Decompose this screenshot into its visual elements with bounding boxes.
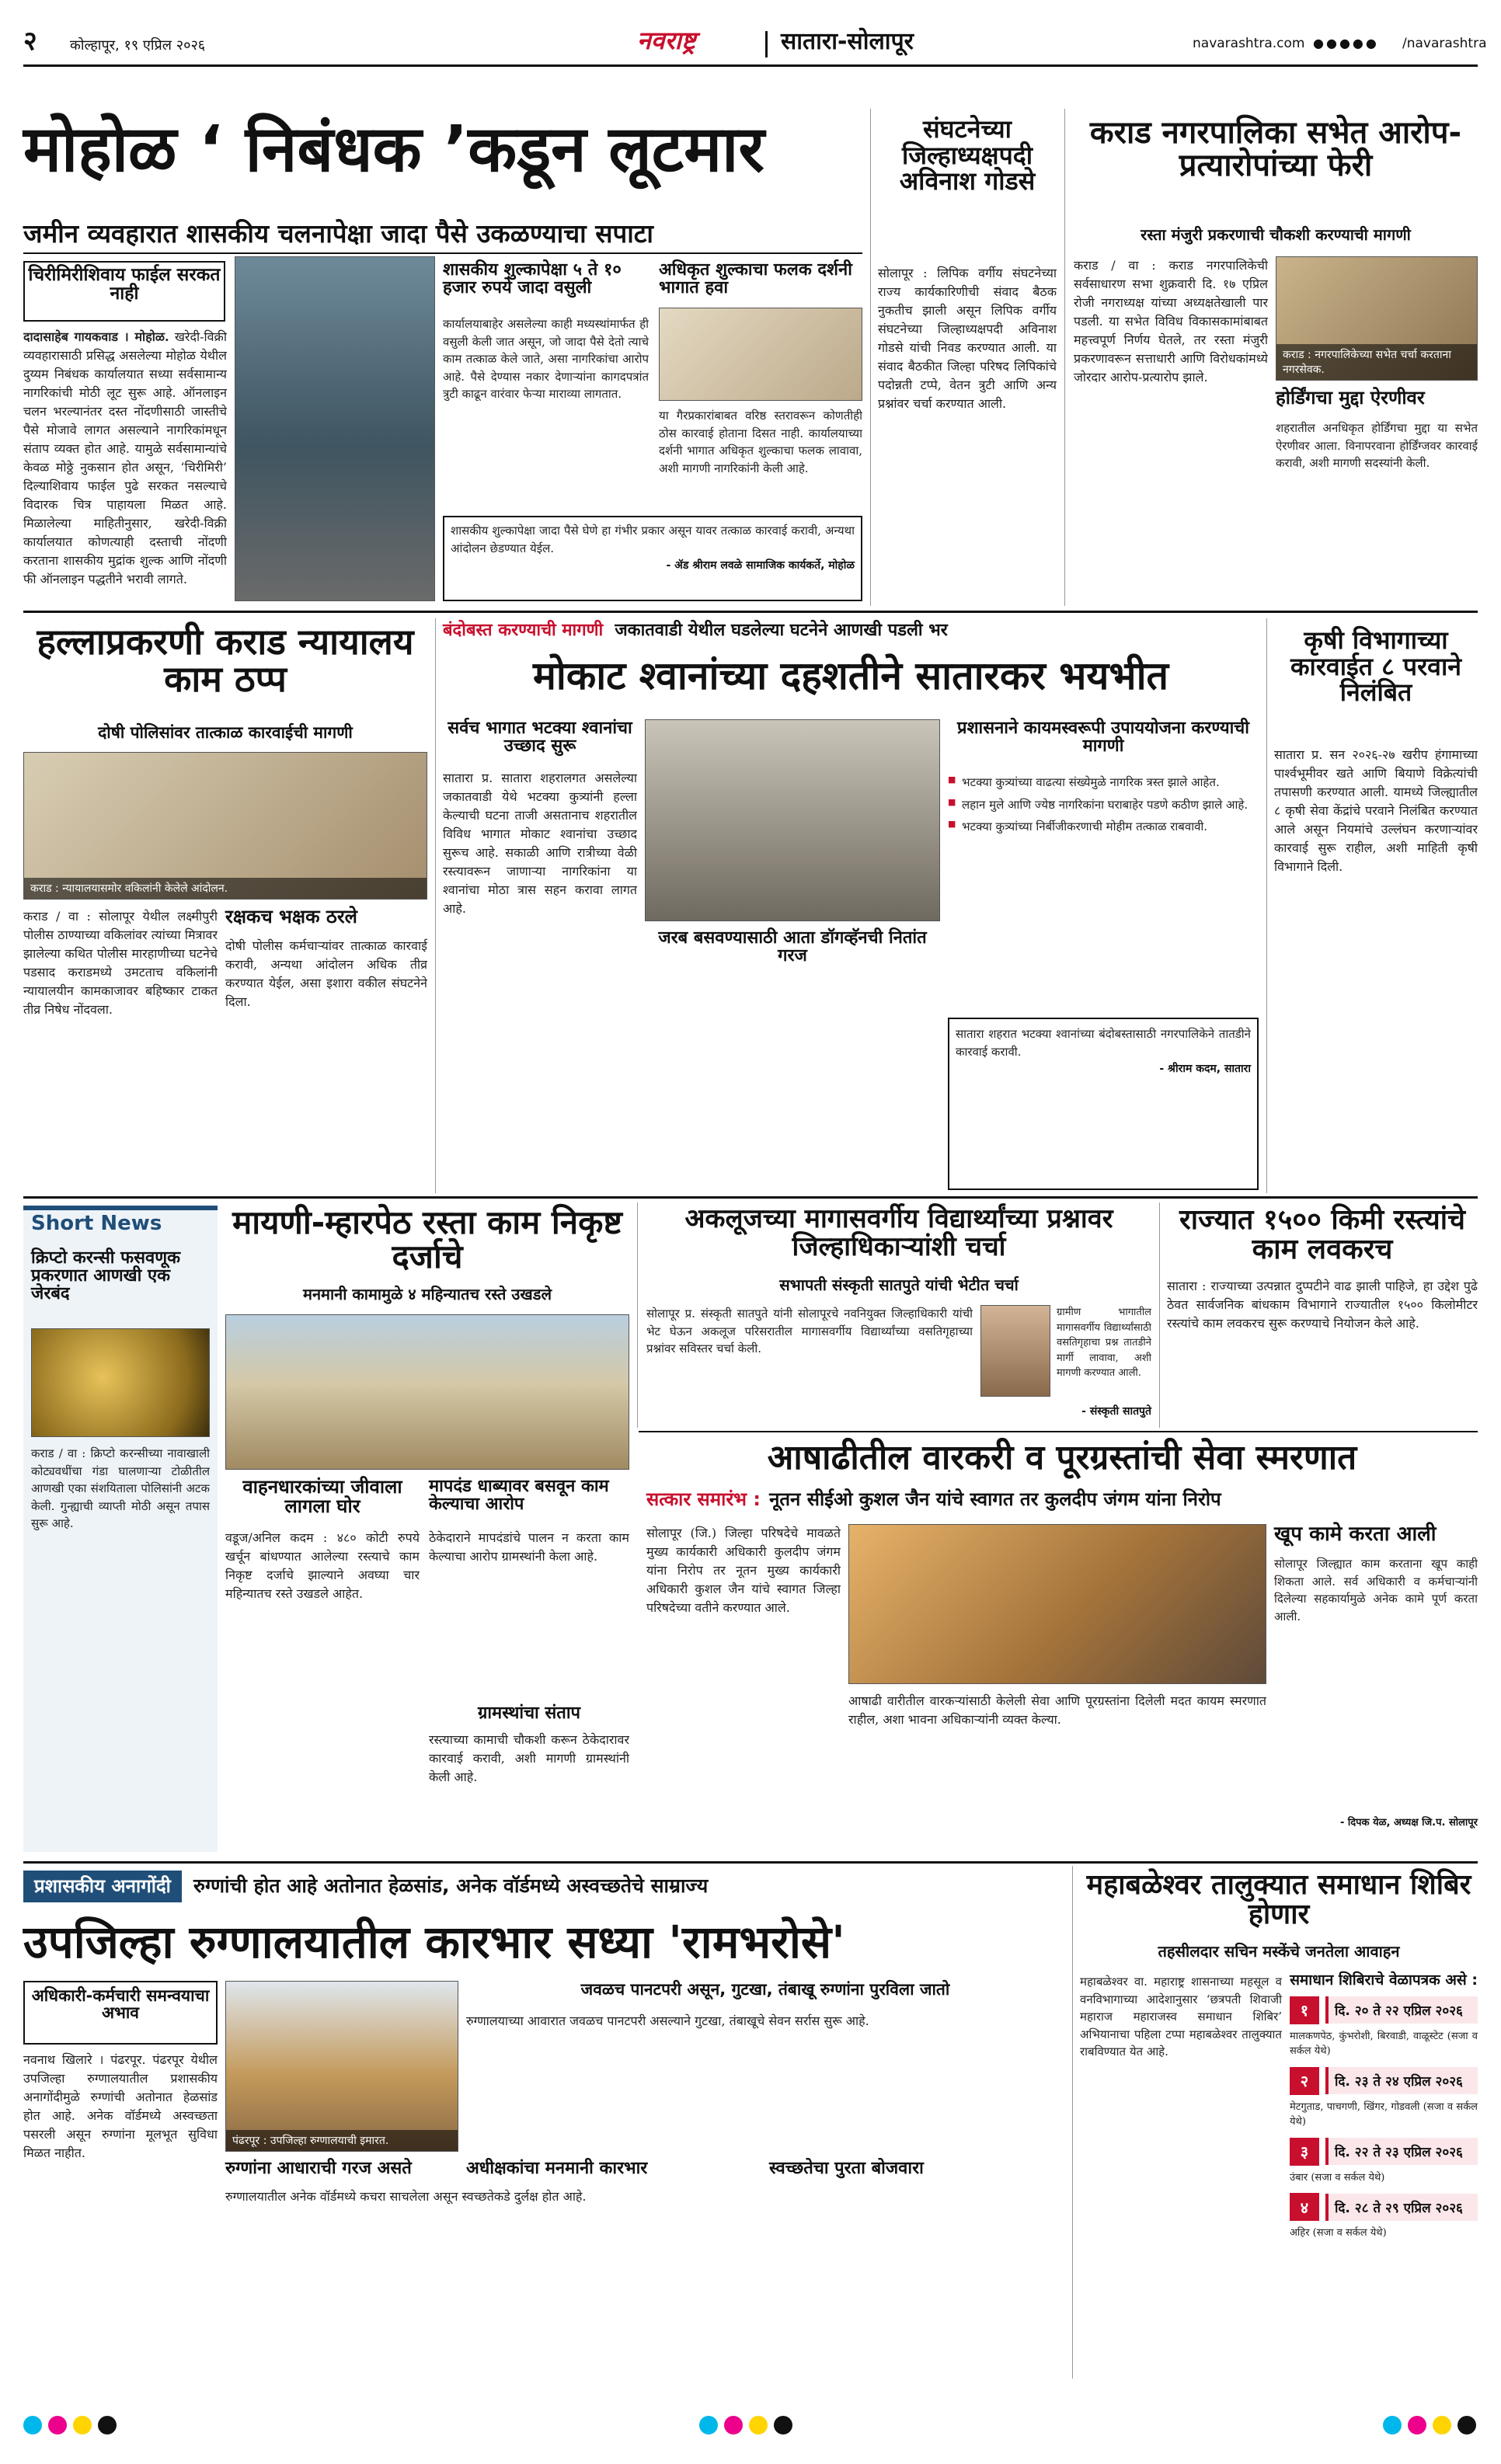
story7-left-head: वाहनधारकांच्या जीवाला लागला घोर [242,1476,402,1518]
story3-body-2: शहरातील अनधिकृत होर्डिंगचा मुद्दा या सभेत ऐरणीवर आला. विनापरवाना होर्डिंग्जवर कारवाई करावी, अशी मागणी सदस्यांनी केली. [1276,421,1478,470]
story11-mid-head: जवळच पानटपरी असून, गुटखा, तंबाखू रुग्णांना पुरविला जातो [580,1980,950,1999]
story10-body: सोलापूर (जि.) जिल्हा परिषदेचे मावळते मुख्य कार्यकारी अधिकारी कुलदीप जंगम यांना निरोप तर नूतन मुख्य कार्यकारी अधिकारी कुशल जैन यांचे स्वागत जिल्हा परिषदेच्या वतीने करण्यात आले. [646,1526,841,1615]
story11-kicker: रुग्णांची होत आहे अतोनात हेळसांड, अनेक वॉर्डमध्ये अस्वच्छतेचे साम्राज्य [193,1874,709,1897]
instagram-icon[interactable]: ● [1339,36,1353,50]
story7-headline: मायणी-म्हारपेठ रस्ता काम निकृष्ट दर्जाचे [232,1203,622,1276]
story1-side-body-2: या गैरप्रकारांबाबत वरिष्ठ स्तरावरून कोणतीही ठोस कारवाई होताना दिसत नाही. कार्यालयाच्या दर्शनी भागात अधिकृत शुल्काचा फलक लावावा, अशी मागणी नागरिकांनी केली आहे. [659,409,862,475]
story7-right-head-2: ग्रामस्थांचा संताप [477,1704,581,1723]
schedule-title: समाधान शिबिराचे वेळापत्रक असे : [1290,1972,1478,1989]
brand-logo: नवराष्ट्र [637,26,696,55]
story7-right-head: मापदंड धाब्यावर बसवून काम केल्याचा आरोप [429,1477,609,1515]
story1-quote-by: - ॲड श्रीराम लवळे सामाजिक कार्यकर्ते, मोहोळ [666,559,855,572]
story4-side-body: दोषी पोलीस कर्मचाऱ्यांवर तात्काळ कारवाई करावी, अन्यथा आंदोलन अधिक तीव्र करण्यात येईल, असा इशारा वकील संघटनेने दिला. [225,938,427,1009]
story9-body: सातारा : राज्याच्या उत्पन्नात दुप्पटीने वाढ झाली पाहिजे, हा उद्देश पुढे ठेवत सार्वजनिक बांधकाम विभागाने राज्यातील १५०० किलोमीटर रस्त्यांचे काम लवकरच सुरू करण्याचे नियोजन केले आहे. [1167,1279,1478,1331]
social-icons[interactable] [1313,36,1379,50]
column-divider [1159,1202,1160,1428]
page-number: २ [23,26,37,57]
story7-right-body-2: रस्त्याच्या कामाची चौकशी करून ठेकेदारावर कारवाई करावी, अशी मागणी ग्रामस्थांनी केली आहे. [429,1732,629,1784]
story11-body: नवनाथ खिलारे । पंढरपूर. पंढरपूर येथील उपजिल्हा रुग्णालयातील प्रशासकीय अनागोंदीमुळे रुग्णांची अतोनात हेळसांड होत आहे. अनेक वॉर्डमध्ये अस्वच्छता पसरली असून रुग्णांना मूलभूत सुविधा मिळत नाहीत. [23,2052,218,2160]
story3-subhead: रस्ता मंजुरी प्रकरणाची चौकशी करण्याची मागणी [1141,225,1411,244]
story11-sub-body: रुग्णालयातील अनेक वॉर्डमध्ये कचरा साचलेला असून स्वच्छतेकडे दुर्लक्ष होत आहे. [225,2189,587,2204]
column-divider [1266,618,1267,1193]
story12-body: महाबळेश्वर वा. महाराष्ट्र शासनाच्या महसूल व वनविभागाच्या आदेशानुसार ‘छत्रपती शिवाजी महाराज महाराजस्व समाधान शिबिर’ अभियानाचा पहिला टप्पा महाबळेश्वर तालुक्यात राबविण्यात येत आहे. [1080,1975,1282,2059]
story11-photo-hospital [225,1981,458,2152]
story6-body: सातारा प्र. सन २०२६-२७ खरीप हंगामाच्या पार्श्वभूमीवर खते आणि बियाणे विक्रेत्यांची तपासणी करण्यात आली. यामध्ये जिल्ह्यातील ८ कृषी सेवा केंद्रांचे परवाने निलंबित करण्यात आले असून नियमांचे उल्लंघन करणाऱ्यांवर कारवाई सुरू राहील, अशी माहिती कृषी विभागाने दिली. [1274,747,1478,874]
column-divider [1064,109,1065,606]
story1-quote-box [443,516,862,601]
column-divider [1072,1866,1073,2379]
story9-headline: राज्यात १५०० किमी रस्त्यांचे काम लवकरच [1179,1204,1465,1265]
story7-body: वडूज/अनिल कदम : ४८० कोटी रुपये खर्चून बांधण्यात आलेल्या रस्त्याचे काम निकृष्ट दर्जाचे झाल्याने अवघ्या चार महिन्यातच रस्ते उखडले आहेत. [225,1530,420,1601]
story11-photo-caption: पंढरपूर : उपजिल्हा रुग्णालयाची इमारत. [226,2130,458,2151]
masthead [23,25,1487,67]
story7-subhead: मनमानी कामामुळे ४ महिन्यातच रस्ते उखडले [302,1285,552,1303]
story11-sub-1: रुग्णांना आधाराची गरज असते [225,2159,412,2178]
story10-side-by: - दिपक येळ, अध्यक्ष जि.प. सोलापूर [1339,1817,1478,1829]
story4-subhead: दोषी पोलिसांवर तात्काळ कारवाईची मागणी [98,723,353,742]
story1-side-head-2: अधिकृत शुल्काचा फलक दर्शनी भागात हवा [659,260,852,298]
story8-photo-person [980,1305,1050,1397]
story5-right-head: प्रशासनाने कायमस्वरूपी उपाययोजना करण्याची मागणी [957,719,1249,757]
list-item: ■ लहान मुले आणि ज्येष्ठ नागरिकांना घराबाहेर पडणे कठीण झाले आहे. [948,796,1259,814]
story3-body: कराड / वा : कराड नगरपालिकेची सर्वसाधारण सभा शुक्रवारी दि. १७ एप्रिल रोजी नगराध्यक्ष यांच्या अध्यक्षतेखाली पार पडली. या सभेत विविध विकासकामांबाबत महत्त्वपूर्ण निर्णय घेतले, तर रस्ता मंजुरी प्रकरणावरून सत्ताधारी आणि विरोधकांमध्ये जोरदार आरोप-प्रत्यारोप झाले. [1074,258,1268,385]
column-divider [435,618,436,1193]
column-divider [870,109,871,606]
short-news-headline: क्रिप्टो करन्सी फसवणूक प्रकरणात आणखी एक जेरबंद [31,1248,181,1304]
story5-kicker: जकातवाडी येथील घडलेल्या घटनेने आणखी पडली भर [615,621,948,640]
website[interactable]: navarashtra.com [1193,36,1305,51]
story4-photo-lawyers [23,752,427,900]
story11-left-box [23,1981,218,2045]
story1-headline: मोहोळ ‘ निबंधक ’कडून लूटमार [23,113,764,186]
story1-subhead: जमीन व्यवहारात शासकीय चलनापेक्षा जादा पैसे उकळण्याचा सपाटा [23,221,862,254]
story5-quote: सातारा शहरात भटक्या श्वानांच्या बंदोबस्तासाठी नगरपालिकेने तातडीने कारवाई करावी. [956,1027,1251,1059]
social-handle[interactable]: /navarashtra [1402,36,1487,51]
story10-side-head: खूप कामे करता आली [1274,1523,1437,1546]
story1-photo-office [235,256,435,601]
story4-photo-caption: कराड : न्यायालयासमोर वकिलांनी केलेले आंदोलन. [24,878,427,899]
facebook-icon[interactable]: ● [1313,36,1326,50]
column-divider [637,1202,638,1428]
story3-photo-meeting [1276,256,1478,381]
story11-mid-body: रुग्णालयाच्या आवारात जवळच पानटपरी असल्याने गुटखा, तंबाखूचे सेवन सर्रास सुरू आहे. [466,2013,869,2028]
schedule-item: ४ दि. २८ ते २९ एप्रिल २०२६ अहिर (सजा व सर्कल येथे) [1290,2193,1478,2241]
story5-kicker-bar [443,621,1259,651]
masthead-divider [765,31,768,57]
schedule-item: २ दि. २३ ते २४ एप्रिल २०२६ मेटगुताड, पाचगणी, खिंगर, गोडवली (सजा व सर्कल येथे) [1290,2067,1478,2130]
schedule-item: ३ दि. २२ ते २३ एप्रिल २०२६ उंबार (सजा व सर्कल येथे) [1290,2138,1478,2186]
story1-side-head-1: शासकीय शुल्कापेक्षा ५ ते १० हजार रुपये जादा वसुली [443,260,622,298]
short-news-body: कराड / वा : क्रिप्टो करन्सीच्या नावाखाली कोट्यवधींचा गंडा घालणाऱ्या टोळीतील आणखी एका संशयिताला पोलिसांनी अटक केली. गुन्ह्याची व्याप्ती मोठी असून तपास सुरू आहे. [31,1446,210,1530]
story5-side-head: सर्वच भागात भटक्या श्वानांचा उच्छाद सुरू [448,719,632,757]
story10-kicker: नूतन सीईओ कुशल जैन यांचे स्वागत तर कुलदीप जंगम यांना निरोप [769,1488,1221,1510]
story8-headline: अकलूजच्या मागासवर्गीय विद्यार्थ्यांच्या प्रश्नावर जिल्हाधिकाऱ्यांशी चर्चा [684,1203,1113,1262]
story11-tag-bar [23,1871,1064,1909]
story5-tag: बंदोबस्त करण्याची मागणी [443,621,604,640]
section-divider [23,1196,1478,1199]
story4-body: कराड / वा : सोलापूर येथील लक्ष्मीपुरी पोलीस ठाण्याच्या वकिलांवर त्यांच्या मित्रावर झालेल्या कथित पोलीस मारहाणीच्या घटनेचे पडसाद कराडमध्ये उमटताच वकिलांनी न्यायालयीन कामकाजावर बहिष्कार टाकत तीव्र निषेध नोंदवला. [23,909,218,1017]
x-icon[interactable]: ● [1325,36,1339,50]
section-divider [23,1861,1478,1864]
story1-byline: दादासाहेब गायकवाड । मोहोळ. [23,329,169,344]
story5-bullets [948,774,1259,1007]
story2-headline: संघटनेच्या जिल्हाध्यक्षपदी अविनाश गोडसे [899,114,1036,197]
short-news-photo-coins [31,1328,210,1437]
list-item: ■ भटक्या कुत्र्यांच्या निर्बीजीकरणाची मोहीम तत्काळ राबवावी. [948,818,1259,836]
story8-side: ग्रामीण भागातील मागासवर्गीय विद्यार्थ्यांसाठी वसतिगृहाचा प्रश्न तातडीने मार्गी लावावा, अशी मागणी करण्यात आली. [1057,1307,1151,1379]
story7-photo-road [225,1314,629,1470]
story1-quote: शासकीय शुल्कापेक्षा जादा पैसे घेणे हा गंभीर प्रकार असून यावर तत्काळ कारवाई करावी, अन्यथा आंदोलन छेडण्यात येईल. [451,524,855,555]
story1-body: दादासाहेब गायकवाड । मोहोळ. खरेदी-विक्री व्यवहारासाठी प्रसिद्ध असलेल्या मोहोळ येथील दुय्यम निबंधक कार्यालयात सध्या सर्वसामान्य नागरिकांची मोठी लूट सुरू आहे. ऑनलाइन चलन भरल्यानंतर दस्त नोंदणीसाठी जास्तीचे पैसे मोजावे लागत असल्याने नागरिकांमधून संताप व्यक्त होत आहे. यामुळे सर्वसामान्यांचे केवळ मोठ्ठे नुकसान होत असून, ‘चिरीमिरी’ दिल्याशिवाय फाईल पुढे सरकत नसल्याचे विदारक चित्र पाहायला मिळत आहे. मिळालेल्या माहितीनुसार, खरेदी-विक्री कार्यालयात कोणत्याही दस्ताची नोंदणी करताना शासकीय मुद्रांक शुल्क आणि नोंदणी फी ऑनलाइन पद्धतीने भरावी लागते. [23,329,227,586]
story5-photo-dogs [645,719,940,921]
short-news-label: Short News [31,1212,162,1235]
story11-sub-2: अधीक्षकांचा मनमानी कारभार [466,2159,648,2178]
story5-photo-head: जरब बसवण्यासाठी आता डॉगव्हॅनची नितांत गरज [658,928,927,966]
story5-headline: मोकाट श्वानांच्या दहशतीने सातारकर भयभीत [532,653,1169,698]
story6-headline: कृषी विभागाच्या कारवाईत ८ परवाने निलंबित [1290,625,1461,708]
story10-body-2: आषाढी वारीतील वारकऱ्यांसाठी केलेली सेवा आणि पूरग्रस्तांना दिलेली मदत कायम स्मरणात राहील, अशा भावना अधिकाऱ्यांनी व्यक्त केल्या. [848,1693,1266,1727]
story5-quote-box [948,1018,1259,1190]
schedule-box [1290,1973,1478,2371]
story8-body: सोलापूर प्र. संस्कृती सातपुते यांनी सोलापूरचे नवनियुक्त जिल्हाधिकारी यांची भेट घेऊन अकलूज परिसरातील मागासवर्गीय विद्यार्थ्यांच्या वसतिगृहाच्या प्रश्नांवर सविस्तर चर्चा केली. [646,1307,973,1356]
story10-tag: सत्कार समारंभ : [646,1488,761,1510]
story1-side-body-1: कार्यालयाबाहेर असलेल्या काही मध्यस्थांमार्फत ही वसुली केली जात असून, जो जादा पैसे देतो त्याचे काम तत्काळ केले जाते, असा नागरिकांचा आरोप आहे. पैसे देण्यास नकार देणाऱ्यांना कागदपत्रांत त्रुटी काढून वारंवार फेऱ्या माराव्या लागतात. [443,317,649,401]
story11-headline: उपजिल्हा रुग्णालयातील कारभार सध्या 'रामभरोसे' [23,1916,845,1968]
story8-subhead: सभापती संस्कृती सातपुते यांची भेटीत चर्चा [779,1276,1019,1294]
story10-kicker-bar [646,1490,1478,1509]
story11-tag: प्रशासकीय अनागोंदी [23,1871,182,1902]
schedule-item: १ दि. २० ते २२ एप्रिल २०२६ मालकणपेठ, कुंभरोशी, बिरवाडी, वाळूस्टेट (सजा व सर्कल येथे) [1290,1996,1478,2059]
story3-headline: कराड नगरपालिका सभेत आरोप-प्रत्यारोपांच्या फेरी [1089,115,1462,183]
story1-kicker: चिरीमिरीशिवाय फाईल सरकत नाही [23,261,225,322]
masthead-date: कोल्हापूर, १९ एप्रिल २०२६ [70,37,206,54]
section-title: सातारा-सोलापूर [781,28,914,55]
story10-photo-ceremony [848,1524,1266,1684]
story12-subhead: तहसीलदार सचिन मस्केंचे जनतेला आवाहन [1158,1942,1400,1961]
story7-right-body: ठेकेदाराने मापदंडांचे पालन न करता काम केल्याचा आरोप ग्रामस्थांनी केला आहे. [429,1530,629,1564]
section-divider [639,1431,1478,1432]
story10-headline: आषाढीतील वारकरी व पूरग्रस्तांची सेवा स्मरणात [767,1438,1357,1477]
story12-headline: महाबळेश्वर तालुक्यात समाधान शिबिर होणार [1086,1869,1471,1930]
story5-body: सातारा प्र. सातारा शहरालगत असलेल्या जकातवाडी येथे भटक्या कुत्र्यांनी हल्ला केल्याची घटना ताजी असतानाच शहरातील विविध भागात मोकाट श्वानांचा उच्छाद सुरूच आहे. सकाळी आणि रात्रीच्या वेळी रस्त्यावरून जाणाऱ्या नागरिकांना या श्वानांचा मोठा त्रास सहन करावा लागत आहे. [443,771,637,916]
story2-body: सोलापूर : लिपिक वर्गीय संघटनेच्या राज्य कार्यकारिणीची संवाद बैठक नुकतीच झाली असून लिपिक वर्गीय संघटनेच्या जिल्हाध्यक्षपदी अविनाश गोडसे यांची निवड करण्यात आली. या संवाद बैठकीत जिल्हा परिषद लिपिकांचे पदोन्नती टप्पे, वेतन त्रुटी आणि अन्य प्रश्नांवर चर्चा करण्यात आली. [878,266,1057,411]
story4-side-head: रक्षकच भक्षक ठरले [225,906,357,927]
story11-left-head: अधिकारी-कर्मचारी समन्वयाचा अभाव [31,1986,210,2023]
story3-subhead-2: होर्डिंगचा मुद्दा ऐरणीवर [1276,387,1425,409]
youtube-icon[interactable]: ● [1352,36,1366,50]
story1-cartoon [659,308,862,401]
story8-byline: - संस्कृती सातपुते [1081,1405,1151,1418]
story4-headline: हल्लाप्रकरणी कराड न्यायालय काम ठप्प [37,621,414,701]
story10-side-body: सोलापूर जिल्ह्यात काम करताना खूप काही शिकता आले. सर्व अधिकारी व कर्मचाऱ्यांनी दिलेल्या सहकार्यामुळे अनेक कामे पूर्ण करता आली. [1274,1557,1478,1624]
story5-quote-by: - श्रीराम कदम, सातारा [1159,1063,1251,1075]
story3-photo-caption: कराड : नगरपालिकेच्या सभेत चर्चा करताना नगरसेवक. [1276,344,1477,380]
story11-sub-3: स्वच्छतेचा पुरता बोजवारा [769,2159,924,2178]
section-divider [23,611,1478,613]
linkedin-icon[interactable]: ● [1365,36,1379,50]
list-item: ■ भटक्या कुत्र्यांच्या वाढत्या संख्येमुळे नागरिक त्रस्त झाले आहेत. [948,774,1259,792]
